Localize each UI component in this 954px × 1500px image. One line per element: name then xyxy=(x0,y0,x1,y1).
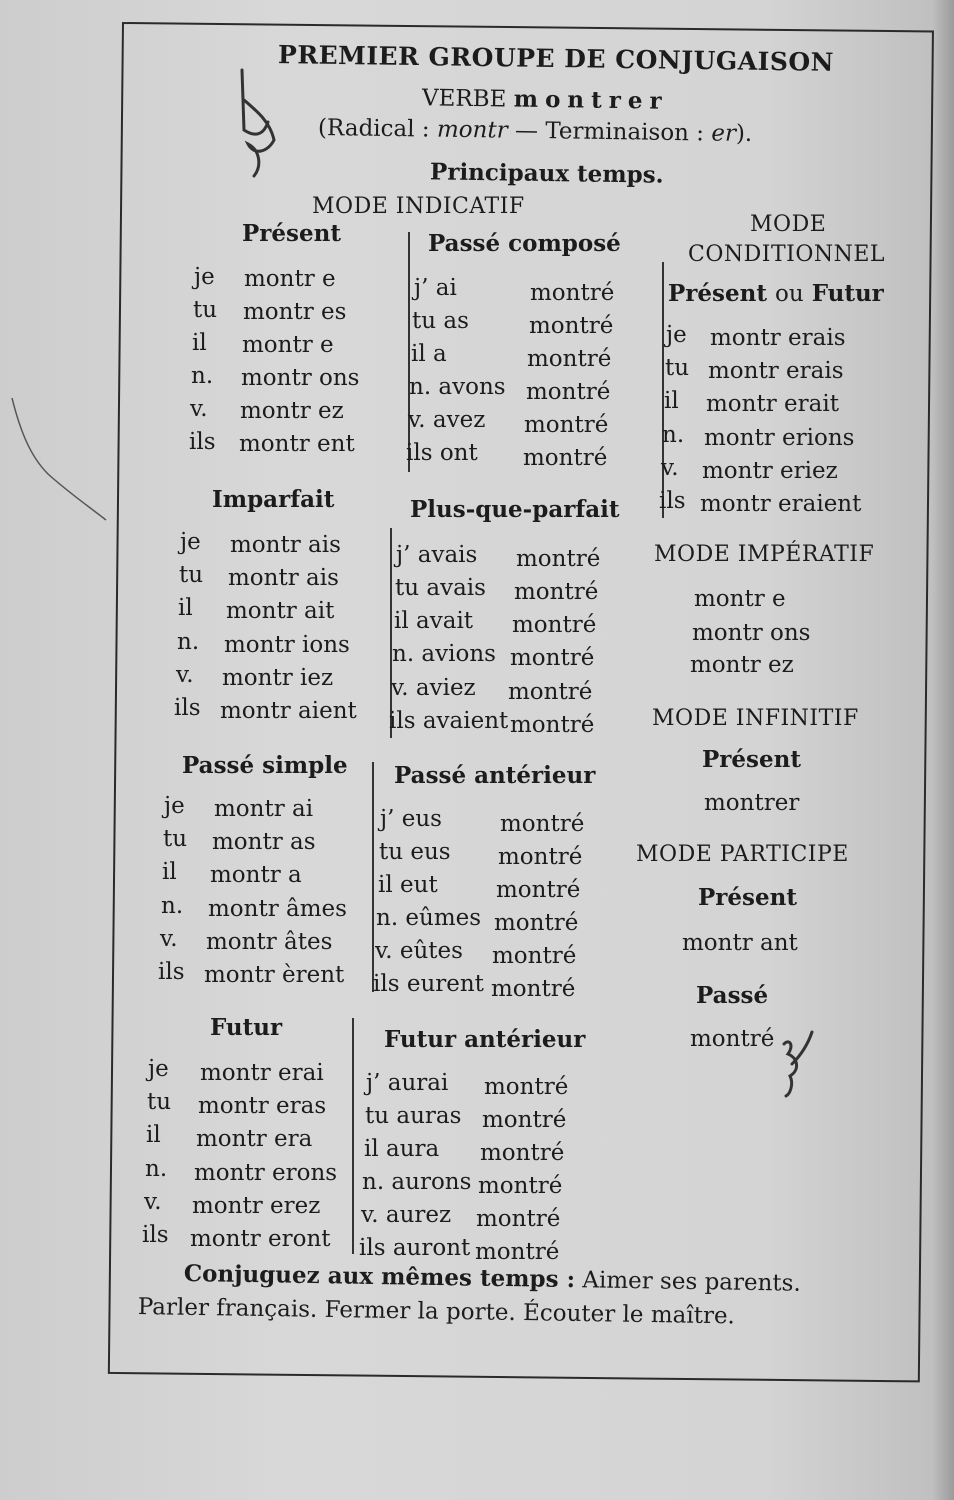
participe-present-form: montr ant xyxy=(682,930,798,956)
pencil-scribble-icon xyxy=(228,60,288,190)
verb-form: montr erai xyxy=(200,1060,324,1086)
participle: montré xyxy=(480,1140,565,1166)
participe-passe-title: Passé xyxy=(696,982,769,1009)
verb-form: montr eront xyxy=(190,1226,331,1252)
participle: montré xyxy=(492,943,577,969)
pronoun: v. xyxy=(190,396,208,422)
pronoun: ils xyxy=(174,695,201,721)
verb-form: montr ait xyxy=(226,598,335,624)
infinitif-form: montrer xyxy=(704,790,800,816)
verb-form: montr ions xyxy=(224,632,350,658)
participle: montré xyxy=(494,910,579,936)
pronoun: il xyxy=(162,859,177,885)
auxiliary: n. avons xyxy=(409,374,506,400)
participle: montré xyxy=(491,976,576,1002)
participle: montré xyxy=(484,1074,569,1100)
verb-form: montr erais xyxy=(710,325,846,351)
verb-form: montr èrent xyxy=(204,962,345,988)
pronoun: il xyxy=(664,388,679,414)
verb-name: montrer xyxy=(513,85,669,115)
auxiliary: j’ avais xyxy=(396,542,478,568)
auxiliary: j’ ai xyxy=(414,275,457,301)
participle: montré xyxy=(508,679,593,705)
participle: montré xyxy=(478,1173,563,1199)
verb-form: montr eriez xyxy=(702,458,838,484)
pronoun: ils xyxy=(158,959,185,985)
mood-participe: MODE PARTICIPE xyxy=(636,842,849,867)
pronoun: je xyxy=(148,1056,169,1082)
auxiliary: n. eûmes xyxy=(376,905,482,931)
participle: montré xyxy=(475,1239,560,1265)
participle: montré xyxy=(476,1206,561,1232)
verb-form: montr e xyxy=(242,332,334,358)
principal-heading: Principaux temps. xyxy=(429,158,664,189)
verb-line xyxy=(422,86,669,113)
auxiliary: ils avaient xyxy=(389,708,509,734)
radical-line xyxy=(317,114,753,148)
mood-conditionnel-2: CONDITIONNEL xyxy=(688,242,886,267)
verb-form: montr erez xyxy=(192,1193,321,1219)
tense-futur-anterieur-title: Futur antérieur xyxy=(384,1026,586,1053)
auxiliary: il eut xyxy=(378,872,438,898)
participle: montré xyxy=(482,1107,567,1133)
pronoun: tu xyxy=(665,355,690,381)
verb-form: montr eras xyxy=(198,1093,327,1119)
verb-form: montr ent xyxy=(239,431,355,457)
mood-infinitif: MODE INFINITIF xyxy=(652,706,859,731)
pronoun: n. xyxy=(191,363,214,389)
auxiliary: il avait xyxy=(394,608,474,634)
pronoun: ils xyxy=(189,429,216,455)
tense-passe-anterieur-title: Passé antérieur xyxy=(394,762,596,789)
participle: montré xyxy=(498,844,583,870)
tense-futur-title: Futur xyxy=(210,1014,283,1041)
pronoun: je xyxy=(180,529,201,555)
infinitif-present-title: Présent xyxy=(702,746,801,773)
participle: montré xyxy=(527,346,612,372)
pronoun: n. xyxy=(662,422,685,448)
pronoun: il xyxy=(192,330,207,356)
pronoun: ils xyxy=(142,1222,169,1248)
participle: montré xyxy=(510,645,595,671)
exercise-line-2: Parler français. Fermer la porte. Écouter le maître. xyxy=(137,1294,736,1330)
participle: montré xyxy=(524,412,609,438)
verb-form: montr a xyxy=(210,862,302,888)
separator-line xyxy=(372,762,374,992)
tense-present-title: Présent xyxy=(242,220,341,247)
auxiliary: v. aviez xyxy=(391,675,476,701)
verb-form: montr ons xyxy=(241,365,360,391)
pronoun: v. xyxy=(160,926,178,952)
exercise-instruction: Conjuguez aux mêmes temps : xyxy=(183,1260,576,1294)
auxiliary: n. avions xyxy=(392,641,496,667)
tense-imparfait-title: Imparfait xyxy=(212,486,335,513)
participe-present-title: Présent xyxy=(698,884,797,911)
verb-form: montr âmes xyxy=(208,896,347,922)
pronoun: je xyxy=(666,322,687,348)
pencil-checkmark-icon xyxy=(776,1024,820,1104)
auxiliary: v. aurez xyxy=(361,1202,452,1228)
auxiliary: v. eûtes xyxy=(375,938,463,964)
tense-conditionnel-title xyxy=(668,282,884,306)
auxiliary: j’ aurai xyxy=(366,1070,449,1096)
participle: montré xyxy=(530,280,615,306)
imperatif-form: montr ons xyxy=(692,620,811,646)
mood-imperatif: MODE IMPÉRATIF xyxy=(654,542,875,567)
cond-futur-word: Futur xyxy=(811,280,884,307)
verb-form: montr as xyxy=(212,829,316,855)
separator-line xyxy=(408,232,410,472)
auxiliary: il aura xyxy=(364,1136,440,1162)
mood-indicatif: MODE INDICATIF xyxy=(312,194,525,219)
auxiliary: n. aurons xyxy=(362,1169,472,1195)
auxiliary: ils eurent xyxy=(373,971,484,997)
separator-line xyxy=(352,1018,354,1254)
pronoun: il xyxy=(178,595,193,621)
cond-present-word: Présent xyxy=(668,280,767,307)
verb-form: montr erait xyxy=(706,391,839,417)
pronoun: v. xyxy=(176,662,194,688)
tense-passe-compose-title: Passé composé xyxy=(428,230,621,257)
ending-value: er xyxy=(711,120,737,147)
participle: montré xyxy=(523,445,608,471)
verb-form: montr eraient xyxy=(700,491,862,517)
auxiliary: j’ eus xyxy=(380,806,442,832)
participle: montré xyxy=(512,612,597,638)
imperatif-form: montr e xyxy=(694,586,786,612)
participle: montré xyxy=(500,811,585,837)
verb-form: montr aient xyxy=(220,698,357,724)
pronoun: n. xyxy=(177,629,200,655)
pronoun: il xyxy=(146,1122,161,1148)
auxiliary: ils ont xyxy=(406,440,478,466)
exercise-first-item: Aimer ses parents. xyxy=(582,1267,801,1297)
verb-form: montr ez xyxy=(240,398,344,424)
verb-form: montr erais xyxy=(708,358,844,384)
tense-plus-que-parfait-title: Plus-que-parfait xyxy=(410,496,620,523)
auxiliary: il a xyxy=(411,341,447,367)
auxiliary: tu avais xyxy=(395,575,486,601)
pronoun: n. xyxy=(161,893,184,919)
participe-passe-form: montré xyxy=(690,1026,775,1052)
page-edge-shadow xyxy=(932,0,954,1500)
tense-passe-simple-title: Passé simple xyxy=(182,752,348,779)
pronoun: v. xyxy=(144,1189,162,1215)
participle: montré xyxy=(516,546,601,572)
mood-conditionnel-1: MODE xyxy=(750,212,827,237)
participle: montré xyxy=(496,877,581,903)
verb-form: montr era xyxy=(196,1126,313,1152)
verb-form: montr erions xyxy=(704,425,855,451)
verb-form: montr ais xyxy=(230,532,341,558)
auxiliary: v. avez xyxy=(408,407,486,433)
verb-form: montr erons xyxy=(194,1160,338,1186)
pronoun: tu xyxy=(147,1089,172,1115)
pronoun: tu xyxy=(163,826,188,852)
participle: montré xyxy=(514,579,599,605)
radical-open: (Radical : xyxy=(317,114,430,143)
pronoun: n. xyxy=(145,1156,168,1182)
pronoun: ils xyxy=(659,488,686,514)
pronoun: je xyxy=(164,793,185,819)
auxiliary: tu eus xyxy=(379,839,451,865)
auxiliary: ils auront xyxy=(359,1235,471,1261)
pronoun: v. xyxy=(661,455,679,481)
verb-form: montr ais xyxy=(228,565,339,591)
pronoun: tu xyxy=(193,297,218,323)
verb-form: montr es xyxy=(243,299,347,325)
pronoun: tu xyxy=(179,562,204,588)
cond-ou-word: ou xyxy=(775,281,804,307)
participle: montré xyxy=(510,712,595,738)
auxiliary: tu as xyxy=(412,308,469,334)
verb-form: montr iez xyxy=(222,665,334,691)
verb-form: montr âtes xyxy=(206,929,333,955)
verb-form: montr ai xyxy=(214,796,314,822)
radical-mid: — Terminaison : xyxy=(514,117,705,147)
verb-form: montr e xyxy=(244,266,336,292)
pencil-stroke-icon xyxy=(8,390,118,530)
participle: montré xyxy=(526,379,611,405)
verb-prefix: VERBE xyxy=(421,85,507,113)
pronoun: je xyxy=(194,264,215,290)
imperatif-form: montr ez xyxy=(690,652,794,678)
auxiliary: tu auras xyxy=(365,1103,462,1129)
radical-close: ). xyxy=(735,120,753,148)
separator-line xyxy=(390,528,392,738)
page-title: PREMIER GROUPE DE CONJUGAISON xyxy=(277,40,835,77)
participle: montré xyxy=(529,313,614,339)
radical-value: montr xyxy=(436,116,508,144)
